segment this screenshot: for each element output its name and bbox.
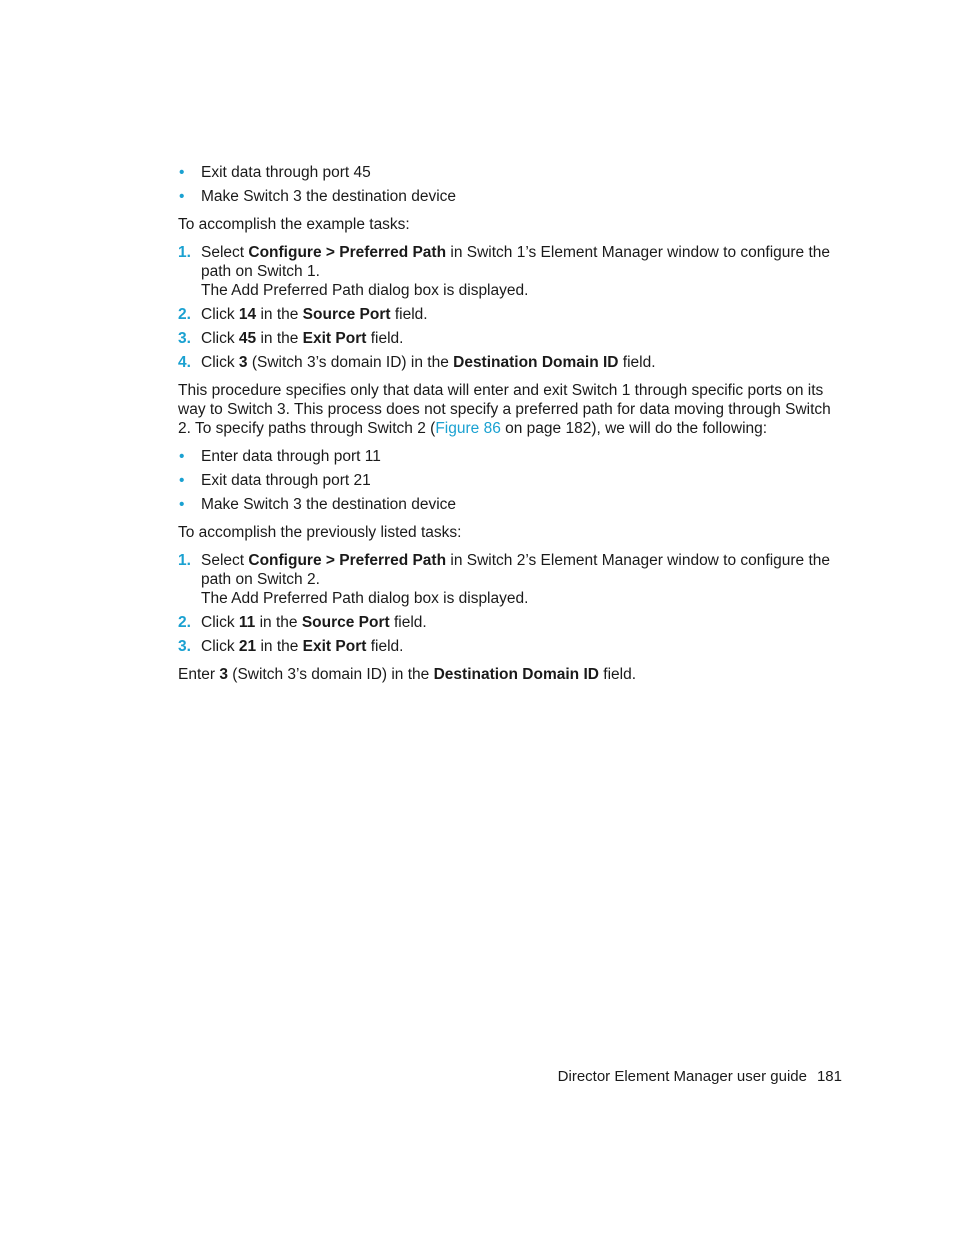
bullet-list-1 xyxy=(178,163,842,206)
page-number: 181 xyxy=(816,1068,842,1085)
step-number: 3. xyxy=(178,330,191,347)
step-number: 4. xyxy=(178,354,191,371)
step-number: 2. xyxy=(178,614,191,631)
list-item: • Make Switch 3 the destination device xyxy=(179,188,457,205)
step-item: 3. Click 21 in the Exit Port field. xyxy=(178,638,404,655)
step-number: 2. xyxy=(178,306,191,323)
page-footer xyxy=(558,1067,842,1086)
step-result: The Add Preferred Path dialog box is displayed. xyxy=(201,282,529,299)
step-item: 1. Select Configure > Preferred Path in Switch 2’s Element Manager window to configure the path on Switch 2. The Add Preferred Path dialog box is displayed. xyxy=(178,552,831,607)
step-item: 3. Click 45 in the Exit Port field. xyxy=(178,330,404,347)
bullet-icon: • xyxy=(179,448,185,465)
step-item: 4. Click 3 (Switch 3’s domain ID) in the Destination Domain ID field. xyxy=(178,354,656,371)
step-number: 1. xyxy=(178,552,191,569)
final-paragraph: Enter 3 (Switch 3’s domain ID) in the Destination Domain ID field. xyxy=(178,666,637,683)
list-item: • Enter data through port 11 xyxy=(179,448,381,465)
step-list-1 xyxy=(178,243,842,372)
step-number: 1. xyxy=(178,244,191,261)
step-result: The Add Preferred Path dialog box is displayed. xyxy=(201,590,529,607)
intro-paragraph-1: To accomplish the example tasks: xyxy=(178,216,410,233)
step-item: 2. Click 11 in the Source Port field. xyxy=(178,614,427,631)
step-item: 1. Select Configure > Preferred Path in Switch 1’s Element Manager window to configure the path on Switch 1. The Add Preferred Path dialog box is displayed. xyxy=(178,244,831,299)
list-item: • Exit data through port 21 xyxy=(179,472,371,489)
menu-path: Configure > Preferred Path xyxy=(248,552,447,569)
figure-link[interactable]: Figure 86 xyxy=(435,420,501,437)
menu-path: Configure > Preferred Path xyxy=(248,244,447,261)
body-paragraph: This procedure specifies only that data will enter and exit Switch 1 through specific ports on its way to Switch 3. This process does not specify a preferred path for data moving through Switch 2. To specify paths through Switch 2 (Figure 86 on page 182), we will do the following: xyxy=(178,382,831,437)
bullet-icon: • xyxy=(179,496,185,513)
bullet-icon: • xyxy=(179,472,185,489)
list-item: • Exit data through port 45 xyxy=(179,164,371,181)
bullet-icon: • xyxy=(179,188,185,205)
step-number: 3. xyxy=(178,638,191,655)
bullet-list-2 xyxy=(178,447,842,514)
step-item: 2. Click 14 in the Source Port field. xyxy=(178,306,428,323)
bullet-icon: • xyxy=(179,164,185,181)
page-content xyxy=(178,163,842,693)
intro-paragraph-2: To accomplish the previously listed tasks: xyxy=(178,524,462,541)
list-item: • Make Switch 3 the destination device xyxy=(179,496,457,513)
footer-title: Director Element Manager user guide xyxy=(557,1068,807,1085)
step-list-2 xyxy=(178,551,842,656)
